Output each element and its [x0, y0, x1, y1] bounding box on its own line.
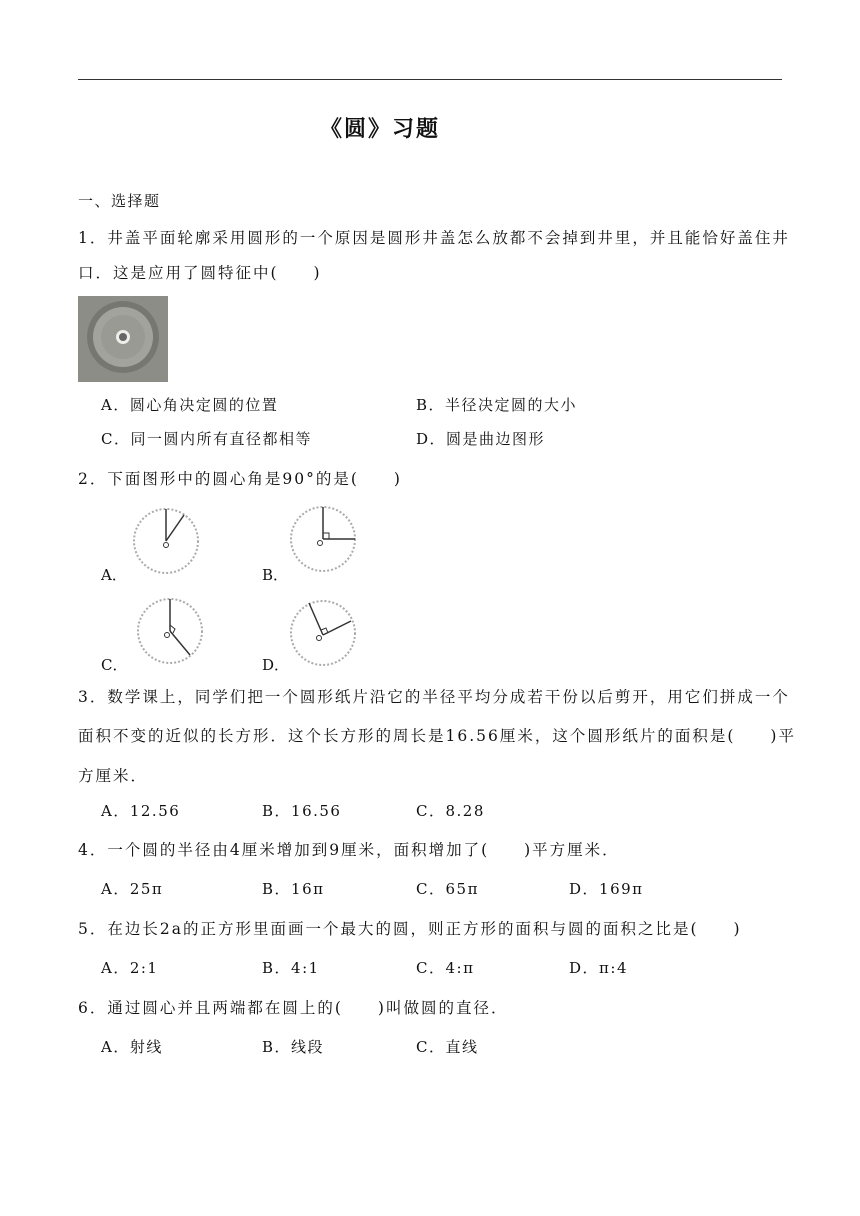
- q3-text-line2: 面积不变的近似的长方形．这个长方形的周长是16.56厘米，这个圆形纸片的面积是( )平: [78, 727, 796, 745]
- q5-option-a[interactable]: A．2:1: [101, 959, 159, 977]
- q5-option-b[interactable]: B．4:1: [262, 959, 320, 977]
- q2-option-a[interactable]: A．: [101, 566, 127, 584]
- q6-option-a[interactable]: A．射线: [101, 1038, 163, 1056]
- q1-option-d[interactable]: D．圆是曲边图形: [416, 430, 546, 448]
- q3-option-b[interactable]: B．16.56: [262, 802, 342, 820]
- q2-option-b[interactable]: B．: [262, 566, 289, 584]
- q1-text-line1: 1．井盖平面轮廓采用圆形的一个原因是圆形井盖怎么放都不会掉到井里，并且能恰好盖住井: [78, 229, 790, 247]
- q6-text-line1: 6．通过圆心并且两端都在圆上的( )叫做圆的直径．: [78, 999, 509, 1017]
- q1-text-line2: 口．这是应用了圆特征中( ): [78, 264, 322, 282]
- q1-option-b[interactable]: B．半径决定圆的大小: [416, 396, 578, 414]
- q3-text-line1: 3．数学课上，同学们把一个圆形纸片沿它的半径平均分成若干份以后剪开，用它们拼成一个: [78, 688, 790, 706]
- q2-figure-d: [287, 597, 359, 673]
- manhole-cover-image: [78, 296, 168, 382]
- q4-option-b[interactable]: B．16π: [262, 880, 325, 898]
- q2-figure-a: [130, 505, 202, 581]
- page-title: 《圆》习题: [319, 116, 440, 142]
- q2-option-d[interactable]: D．: [262, 656, 290, 674]
- section-heading: 一、选择题: [78, 192, 161, 210]
- q2-option-c[interactable]: C．: [101, 656, 128, 674]
- q5-text-line1: 5．在边长2a的正方形里面画一个最大的圆，则正方形的面积与圆的面积之比是( ): [78, 920, 742, 938]
- q1-option-c[interactable]: C．同一圆内所有直径都相等: [101, 430, 312, 448]
- q4-option-c[interactable]: C．65π: [416, 880, 479, 898]
- q6-option-b[interactable]: B．线段: [262, 1038, 325, 1056]
- q5-option-c[interactable]: C．4:π: [416, 959, 475, 977]
- q3-option-a[interactable]: A．12.56: [101, 802, 181, 820]
- q3-text-line3: 方厘米．: [78, 767, 149, 785]
- q4-option-a[interactable]: A．25π: [101, 880, 164, 898]
- header-rule: [78, 79, 782, 80]
- q4-option-d[interactable]: D．169π: [569, 880, 644, 898]
- q5-option-d[interactable]: D．π:4: [569, 959, 628, 977]
- q2-figure-b: [287, 503, 359, 579]
- q2-figure-c: [134, 595, 206, 671]
- q4-text-line1: 4．一个圆的半径由4厘米增加到9厘米，面积增加了( )平方厘米．: [78, 841, 620, 859]
- q1-option-a[interactable]: A．圆心角决定圆的位置: [101, 396, 279, 414]
- q3-option-c[interactable]: C．8.28: [416, 802, 485, 820]
- q2-text-line1: 2．下面图形中的圆心角是90°的是( ): [78, 470, 402, 488]
- q6-option-c[interactable]: C．直线: [416, 1038, 479, 1056]
